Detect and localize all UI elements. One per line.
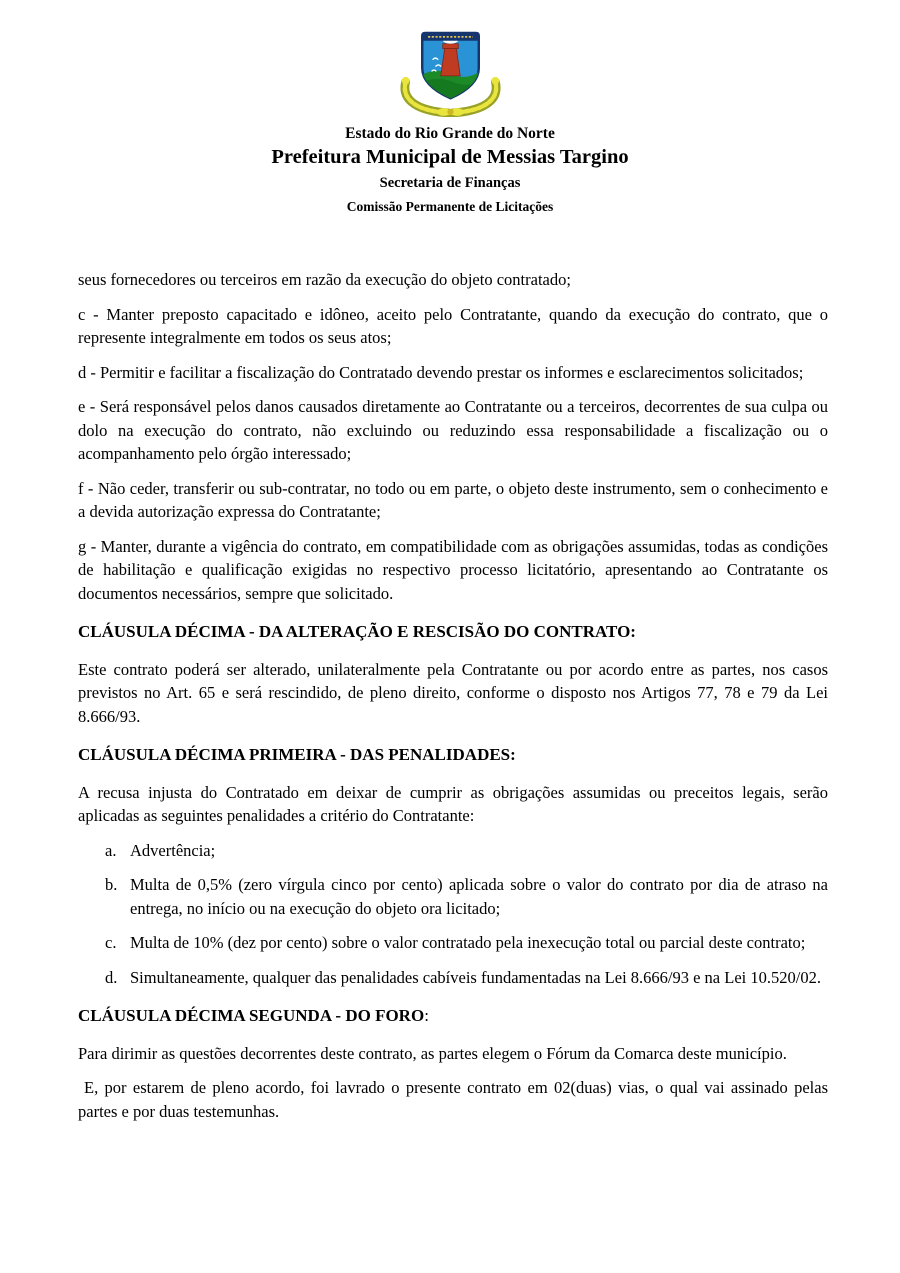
penalty-marker: b. bbox=[105, 875, 118, 894]
penalty-text: Multa de 10% (dez por cento) sobre o valor contratado pela inexecução total ou parcial deste contrato; bbox=[130, 933, 806, 952]
penalty-item-a bbox=[78, 839, 828, 863]
clause-heading-foro bbox=[78, 1004, 828, 1028]
penalty-item-c bbox=[78, 931, 828, 955]
penalty-item-d bbox=[78, 966, 828, 990]
penalty-marker: d. bbox=[105, 967, 118, 987]
penalty-text: Advertência; bbox=[130, 840, 216, 860]
clause-heading-penalidades: CLÁUSULA DÉCIMA PRIMEIRA - DAS PENALIDADES: bbox=[78, 745, 516, 764]
penalty-text: Multa de 0,5% (zero vírgula cinco por cento) aplicada sobre o valor do contrato por dia de atraso na entrega, no início ou na execução do objeto ora licitado; bbox=[130, 875, 828, 918]
penalty-marker: a. bbox=[105, 840, 117, 860]
penalty-marker: c. bbox=[105, 933, 117, 952]
penalty-text: Simultaneamente, qualquer das penalidades cabíveis fundamentadas na Lei 8.666/93 e na Lei 10.520/02. bbox=[130, 967, 821, 987]
clause-heading-foro-colon: : bbox=[424, 1006, 429, 1025]
letterhead-commission: Comissão Permanente de Licitações bbox=[346, 199, 554, 214]
paragraph-obligation-c: c - Manter preposto capacitado e idôneo, aceito pelo Contratante, quando da execução do contrato, que o represente integralmente em todos os seus atos; bbox=[78, 304, 828, 347]
paragraph-obligation-d: d - Permitir e facilitar a fiscalização do Contratado devendo prestar os informes e esclarecimentos solicitados; bbox=[78, 362, 804, 382]
letterhead-municipality: Prefeitura Municipal de Messias Targino bbox=[271, 146, 629, 168]
paragraph-clause11-intro: A recusa injusta do Contratado em deixar de cumprir as obrigações assumidas ou preceitos legais, serão aplicadas as seguintes penalidades a critério do Contratante: bbox=[78, 782, 828, 825]
contract-body bbox=[78, 268, 828, 1123]
letterhead bbox=[0, 0, 900, 215]
paragraph-clause12: Para dirimir as questões decorrentes deste contrato, as partes elegem o Fórum da Comarca deste município. bbox=[78, 1043, 787, 1063]
letterhead-state: Estado do Rio Grande do Norte bbox=[345, 125, 555, 142]
penalty-list bbox=[78, 839, 828, 990]
paragraph-closing: E, por estarem de pleno acordo, foi lavrado o presente contrato em 02(duas) vias, o qual vai assinado pelas partes e por duas testemunhas. bbox=[78, 1078, 828, 1121]
letterhead-secretariat: Secretaria de Finanças bbox=[379, 175, 521, 191]
clause-heading-alteracao-rescisao: CLÁUSULA DÉCIMA - DA ALTERAÇÃO E RESCISÃO DO CONTRATO: bbox=[78, 622, 636, 641]
paragraph-clause10: Este contrato poderá ser alterado, unilateralmente pela Contratante ou por acordo entre as partes, nos casos previstos no Art. 65 e será rescindido, de pleno direito, conforme o disposto nos Artigos 77, 78 e 79 da Lei 8.666/93. bbox=[78, 659, 828, 726]
clause-heading-foro-text: CLÁUSULA DÉCIMA SEGUNDA - DO FORO bbox=[78, 1006, 425, 1025]
penalty-item-b bbox=[78, 873, 828, 920]
paragraph-obligation-e: e - Será responsável pelos danos causados diretamente ao Contratante ou a terceiros, decorrentes de sua culpa ou dolo na execução do contrato, não excluindo ou reduzindo essa responsabilidade a fiscalização ou o acompanhamento pelo órgão interessado; bbox=[78, 397, 828, 463]
paragraph-obligation-f: f - Não ceder, transferir ou sub-contratar, no todo ou em parte, o objeto deste instrumento, sem o conhecimento e a devida autorização expressa do Contratante; bbox=[78, 478, 828, 521]
coat-of-arms bbox=[392, 27, 509, 117]
paragraph-obligation-g: g - Manter, durante a vigência do contrato, em compatibilidade com as obrigações assumidas, todas as condições de habilitação e qualificação exigidas no respectivo processo licitatório, apresentando ao Contratante os documentos necessários, sempre que solicitado. bbox=[78, 536, 828, 603]
paragraph-continuation: seus fornecedores ou terceiros em razão da execução do objeto contratado; bbox=[78, 270, 571, 289]
